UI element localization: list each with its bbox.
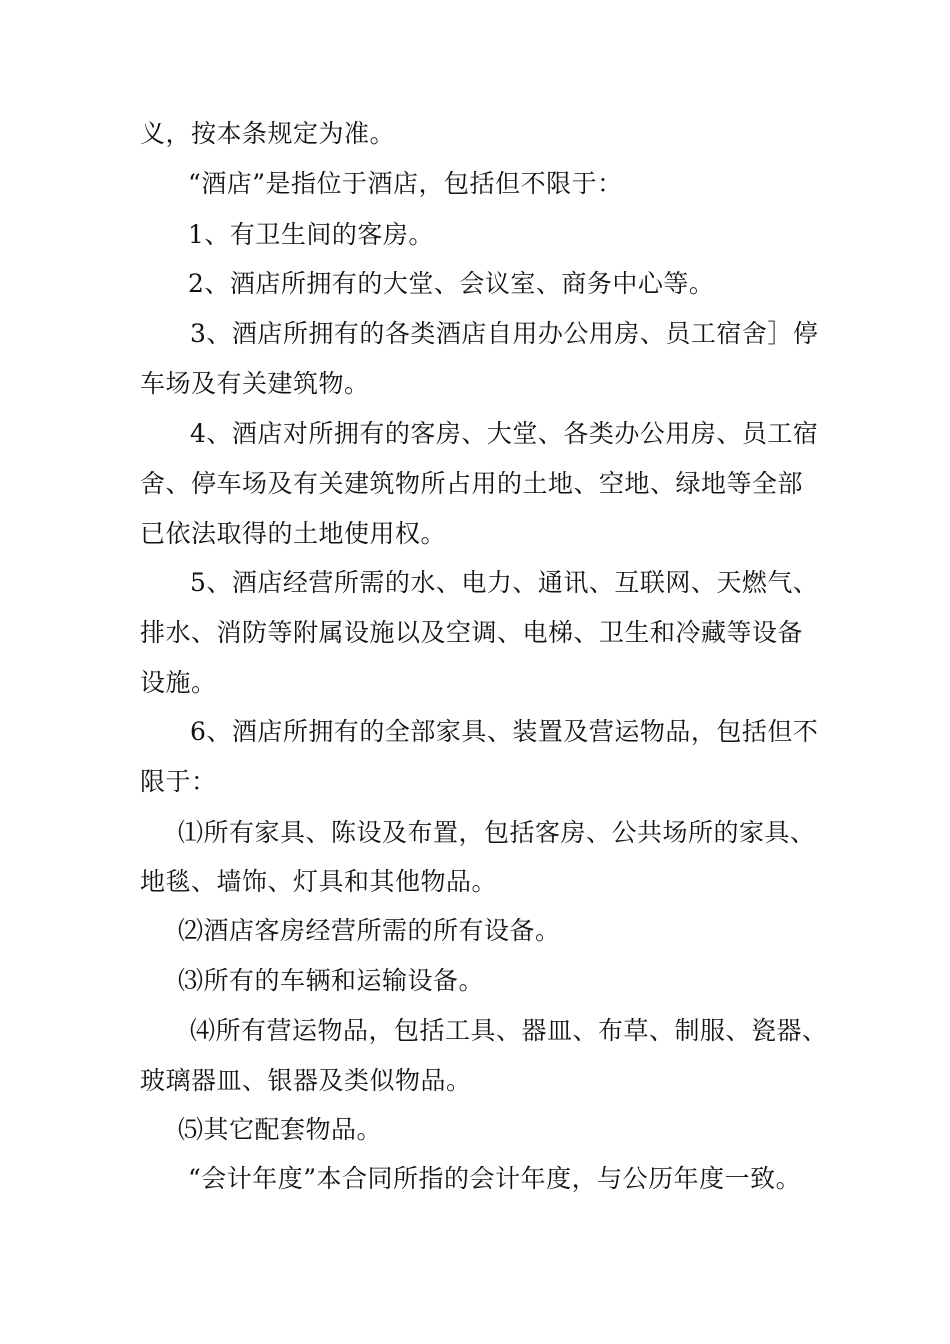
text-line: ⑷所有营运物品，包括工具、器皿、布草、制服、瓷器、 [190,1016,828,1045]
text-line: 4、酒店对所拥有的客房、大堂、各类办公用房、员工宿 [190,419,819,448]
text-line: 义，按本条规定为准。 [140,119,396,148]
text-line: “酒店”是指位于酒店，包括但不限于： [188,169,623,198]
text-line: 2、酒店所拥有的大堂、会议室、商务中心等。 [188,269,715,298]
text-line: “会计年度”本合同所指的会计年度，与公历年度一致。 [188,1164,802,1193]
text-line: 舍、停车场及有关建筑物所占用的土地、空地、绿地等全部 [140,469,804,498]
text-line: ⑸其它配套物品。 [178,1115,383,1144]
text-line: ⑶所有的车辆和运输设备。 [178,966,485,995]
text-line: 车场及有关建筑物。 [140,369,370,398]
text-line: ⑴所有家具、陈设及布置，包括客房、公共场所的家具、 [178,818,816,847]
text-line: 已依法取得的土地使用权。 [140,519,447,548]
text-line: 限于： [140,767,217,796]
text-line: 5、酒店经营所需的水、电力、通讯、互联网、天燃气、 [190,568,819,597]
text-line: 6、酒店所拥有的全部家具、装置及营运物品，包括但不 [190,717,819,746]
text-line: 设施。 [140,668,217,697]
text-line: 玻璃器皿、银器及类似物品。 [140,1066,472,1095]
text-line: 3、酒店所拥有的各类酒店自用办公用房、员工宿舍］停 [190,319,819,348]
text-line: ⑵酒店客房经营所需的所有设备。 [178,916,561,945]
text-line: 排水、消防等附属设施以及空调、电梯、卫生和冷藏等设备 [140,618,804,647]
text-line: 地毯、墙饰、灯具和其他物品。 [140,867,498,896]
text-line: 1、有卫生间的客房。 [188,220,434,249]
